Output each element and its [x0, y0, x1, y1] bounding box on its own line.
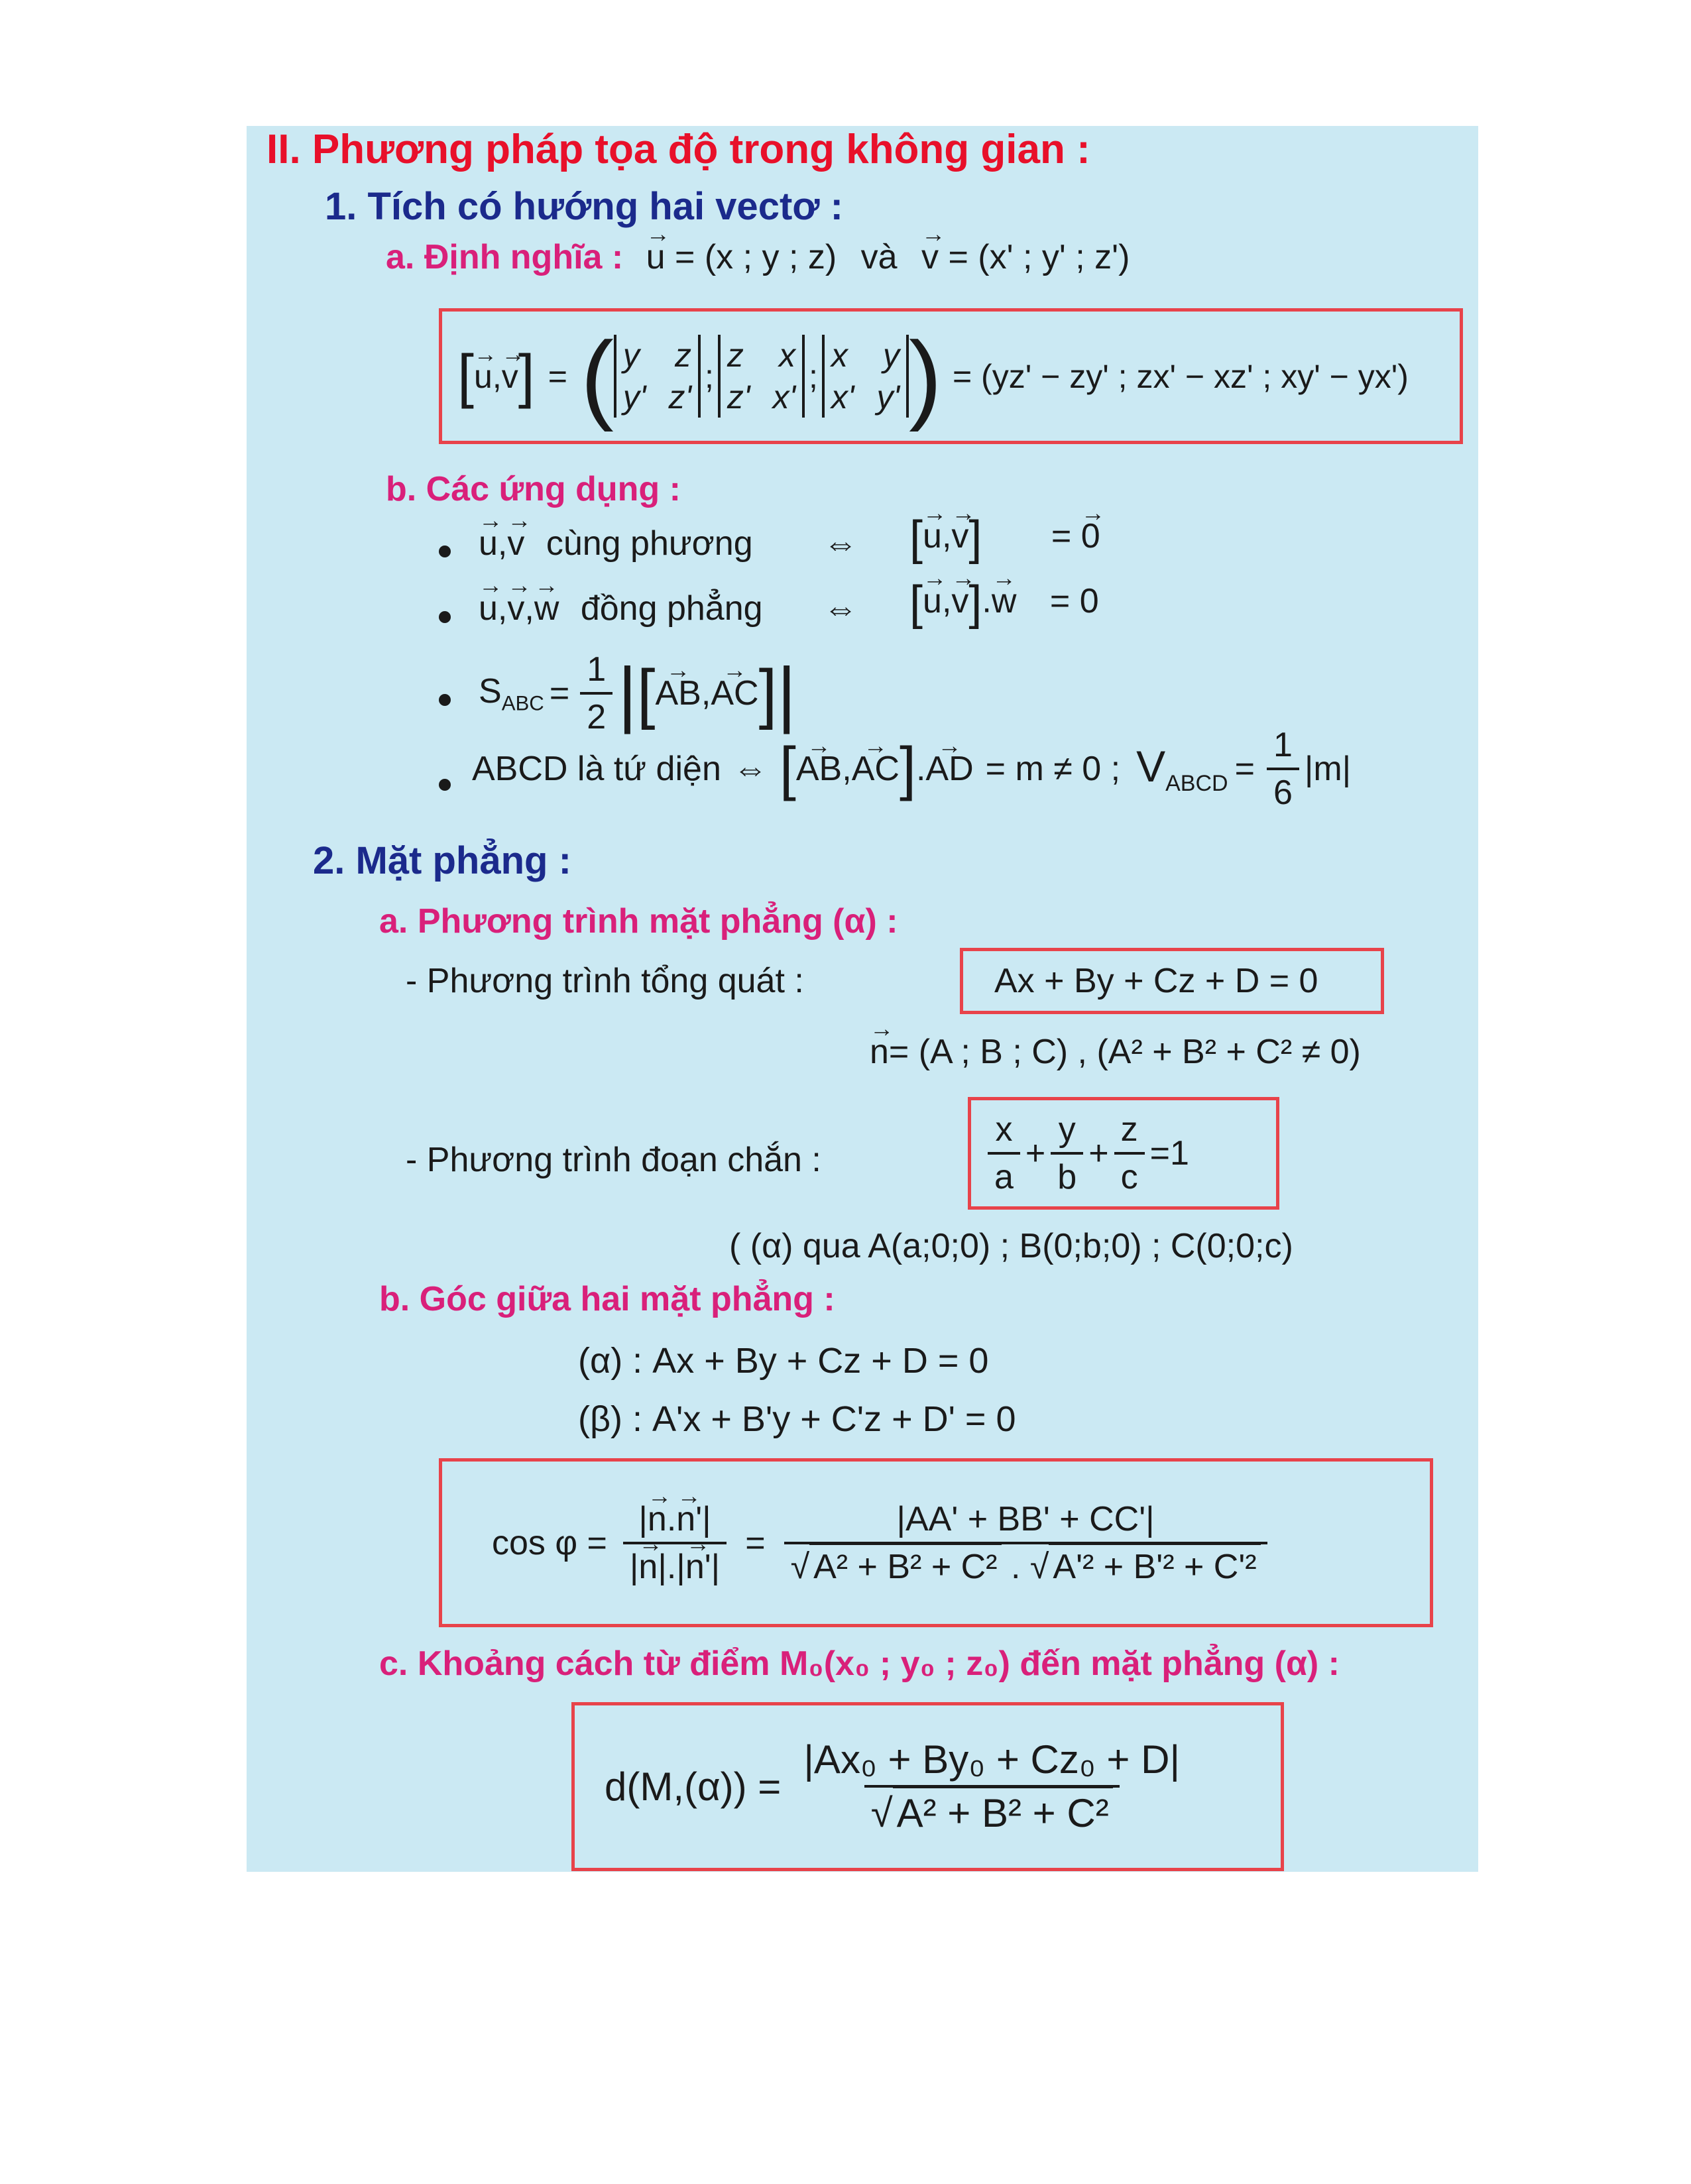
angle-formula: cos φ = $\frac{|\to n.\to n'|}{|\to n|.|\to n'|}$ = $\frac{|AA' + BB' + CC'|}{\text{√ A² + B² + C² . √ A'² + B'² + C'²}}$ — [492, 1468, 1273, 1617]
distance-formula: d(M,(α)) = $\frac{\text{|Ax₀ + By₀ + Cz₀ + D|}}{\text{√ A² + B² + C²}}$ — [605, 1710, 1192, 1863]
area-sub: ABC — [501, 691, 544, 715]
general-equation-label: - Phương trình tổng quát : — [406, 962, 804, 1000]
cross-product-formula: [ → u , → v ] = ( y z y' z' ; z x z' x' ; x y x' y' ) = (yz' − zy' ; zx' − xz' ; xy' − yx') — [457, 312, 1409, 441]
coplanar-text: đồng phẳng — [580, 589, 763, 628]
v-vector: → v — [921, 238, 939, 276]
bullet — [439, 611, 451, 623]
normal-vector-text: = (A ; B ; C) , (A² + B² + C² ≠ 0) — [888, 1033, 1361, 1071]
iff-arrow: ⇔ — [823, 589, 858, 628]
intercept-equation-label: - Phương trình đoạn chắn : — [406, 1141, 821, 1179]
distance-lhs: d(M,(α)) = — [605, 1764, 782, 1809]
u-definition: = (x ; y ; z) — [675, 238, 837, 276]
m-condition: = m ≠ 0 ; — [985, 750, 1121, 788]
normal-vector-line: → n= (A ; B ; C) , (A² + B² + C² ≠ 0) — [870, 1032, 1361, 1072]
and-word: và — [860, 238, 898, 276]
distance-numerator: |Ax₀ + By₀ + Cz₀ + D| — [803, 1737, 1181, 1782]
plane-beta-equation: (β) : A'x + B'y + C'z + D' = 0 — [578, 1399, 1016, 1439]
area-symbol: S — [479, 671, 502, 711]
det-zx: z x z' x' — [718, 335, 805, 418]
cross-result: = (yz' − zy' ; zx' − xz' ; xy' − yx') — [952, 357, 1409, 395]
det-yz: y z y' z' — [614, 335, 701, 418]
definition-label: a. Định nghĩa : — [386, 238, 624, 276]
coplanar-condition: [→ u,→ v].→ w = 0 — [909, 579, 1099, 627]
collinear-condition: [→ u,→ v] = → 0 — [909, 514, 1100, 562]
plane-alpha-equation: (α) : Ax + By + Cz + D = 0 — [578, 1341, 989, 1381]
volume-symbol: V — [1136, 741, 1166, 791]
part2-title: 2. Mặt phẳng : — [313, 839, 571, 882]
applications-label: b. Các ứng dụng : — [386, 470, 681, 508]
area-formula: $S_{ABC}$ = $\frac{1}{2}$ | [ → AB,→ AC ] | — [479, 650, 796, 737]
bullet — [439, 779, 451, 791]
part1-title: 1. Tích có hướng hai vectơ : — [325, 185, 843, 228]
cos-numerator: |AA' + BB' + CC'| — [896, 1499, 1155, 1538]
intercept-points: ( (α) qua A(a;0;0) ; B(0;b;0) ; C(0;0;c) — [729, 1227, 1293, 1265]
intercept-equation-formula: $\frac{x}{a}$ + $\frac{y}{b}$ + $\frac{z}{c}$ =1 — [982, 1104, 1189, 1203]
collinear-text: cùng phương — [546, 524, 753, 563]
collinear-row: → u,→ v cùng phương — [479, 524, 753, 563]
general-equation-formula: Ax + By + Cz + D = 0 — [994, 962, 1318, 1000]
distance-denominator: A² + B² + C² — [893, 1786, 1113, 1835]
distance-label: c. Khoảng cách từ điểm M₀(x₀ ; y₀ ; z₀) đến mặt phẳng (α) : — [379, 1644, 1340, 1683]
formula-sheet-panel — [247, 126, 1478, 1872]
definition-line — [386, 237, 1130, 277]
bullet — [439, 694, 451, 706]
tetra-text: ABCD là tứ diện — [472, 750, 721, 788]
cos-denominator-b: A'² + B'² + C'² — [1049, 1542, 1260, 1586]
plane-equation-label: a. Phương trình mặt phẳng (α) : — [379, 902, 898, 941]
iff-arrow: ⇔ — [823, 524, 858, 563]
angle-label: b. Góc giữa hai mặt phẳng : — [379, 1280, 835, 1318]
bullet — [439, 546, 451, 557]
section-title: II. Phương pháp tọa độ trong không gian : — [266, 127, 1090, 172]
coplanar-row: → u,→ v,→ w đồng phẳng — [479, 589, 763, 628]
det-xy: x y x' y' — [822, 335, 909, 418]
v-definition: = (x' ; y' ; z') — [948, 238, 1130, 276]
tetrahedron-row: ABCD là tứ diện ⇔ [ → AB,→ AC ] . → AD = m ≠ 0 ; $V_{ABCD}$ = $\frac{1}{6}$ |m| — [472, 726, 1351, 812]
cos-lhs: cos φ = — [492, 1523, 607, 1562]
volume-sub: ABCD — [1165, 771, 1228, 797]
cos-denominator-a: A² + B² + C² — [809, 1542, 1001, 1586]
u-vector: → u — [646, 238, 666, 276]
